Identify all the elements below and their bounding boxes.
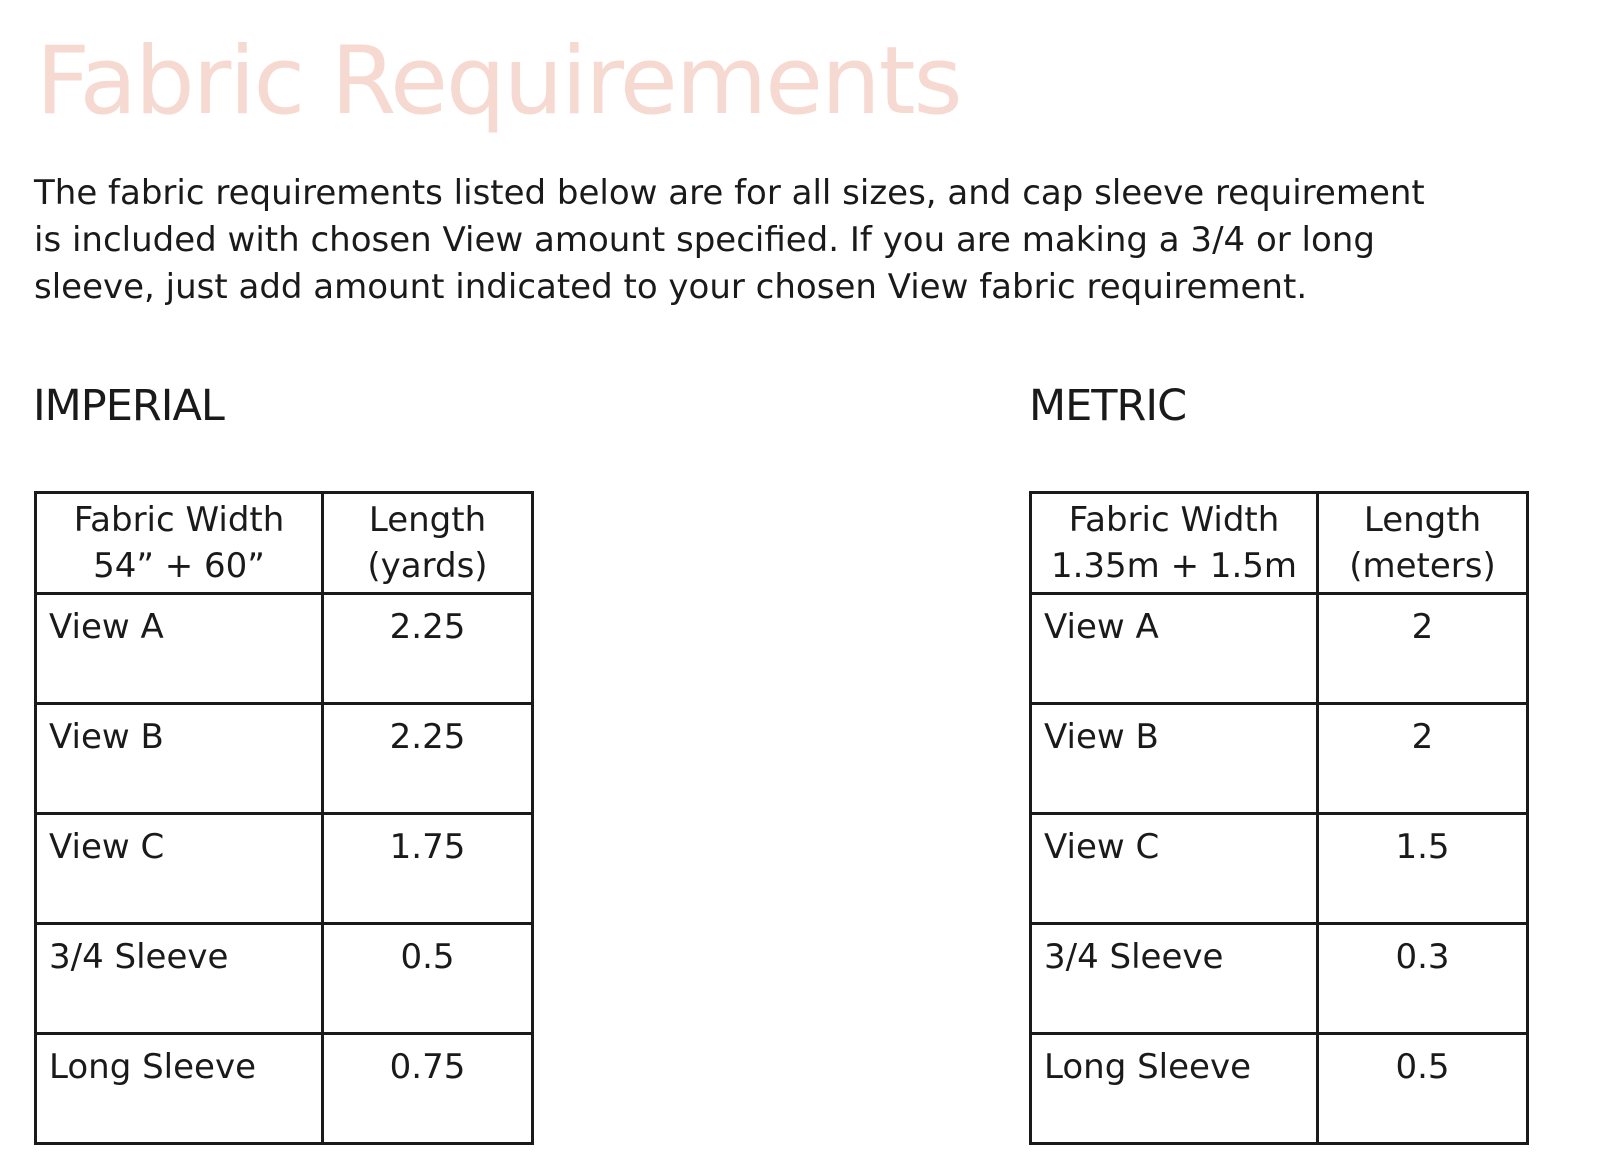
row-label: View A xyxy=(36,594,323,704)
row-value: 0.3 xyxy=(1318,924,1528,1034)
row-label: View C xyxy=(1031,814,1318,924)
row-value: 2 xyxy=(1318,704,1528,814)
table-row xyxy=(1031,704,1528,814)
row-value: 2.25 xyxy=(323,594,533,704)
row-value: 0.5 xyxy=(1318,1034,1528,1144)
length-header xyxy=(323,493,533,594)
fabric-width-header-value: 1.35m + 1.5m xyxy=(1050,546,1298,586)
metric-heading: METRIC xyxy=(1029,381,1187,431)
table-row xyxy=(1031,594,1528,704)
table-row xyxy=(36,814,533,924)
row-label: View B xyxy=(36,704,323,814)
row-label: View A xyxy=(1031,594,1318,704)
table-row xyxy=(36,704,533,814)
imperial-heading: IMPERIAL xyxy=(33,381,224,431)
length-header-unit: (yards) xyxy=(367,546,488,586)
row-value: 1.75 xyxy=(323,814,533,924)
table-row xyxy=(36,924,533,1034)
intro-paragraph: The fabric requirements listed below are for all sizes, and cap sleeve requirement is included with chosen View amount specified. If you are making a 3/4 or long sleeve, just add amount indicated to your chosen View fabric requirement. xyxy=(34,173,1425,307)
table-row xyxy=(36,594,533,704)
fabric-width-header-label: Fabric Width xyxy=(73,500,285,540)
fabric-width-header-label: Fabric Width xyxy=(1068,500,1280,540)
imperial-table xyxy=(34,491,534,1145)
length-header-unit: (meters) xyxy=(1349,546,1496,586)
row-label: View C xyxy=(36,814,323,924)
row-value: 2 xyxy=(1318,594,1528,704)
row-label: View B xyxy=(1031,704,1318,814)
row-label: Long Sleeve xyxy=(36,1034,323,1144)
length-header-label: Length xyxy=(1363,500,1482,540)
table-row xyxy=(1031,1034,1528,1144)
table-header-row xyxy=(36,493,533,594)
table-row xyxy=(36,1034,533,1144)
row-value: 0.75 xyxy=(323,1034,533,1144)
page-title: Fabric Requirements xyxy=(36,27,961,136)
row-label: 3/4 Sleeve xyxy=(36,924,323,1034)
row-label: Long Sleeve xyxy=(1031,1034,1318,1144)
row-value: 0.5 xyxy=(323,924,533,1034)
metric-table xyxy=(1029,491,1529,1145)
table-header-row xyxy=(1031,493,1528,594)
table-row xyxy=(1031,924,1528,1034)
fabric-width-header-value: 54” + 60” xyxy=(93,546,265,586)
row-label: 3/4 Sleeve xyxy=(1031,924,1318,1034)
length-header xyxy=(1318,493,1528,594)
row-value: 1.5 xyxy=(1318,814,1528,924)
row-value: 2.25 xyxy=(323,704,533,814)
fabric-width-header xyxy=(1031,493,1318,594)
table-row xyxy=(1031,814,1528,924)
length-header-label: Length xyxy=(368,500,487,540)
fabric-width-header xyxy=(36,493,323,594)
